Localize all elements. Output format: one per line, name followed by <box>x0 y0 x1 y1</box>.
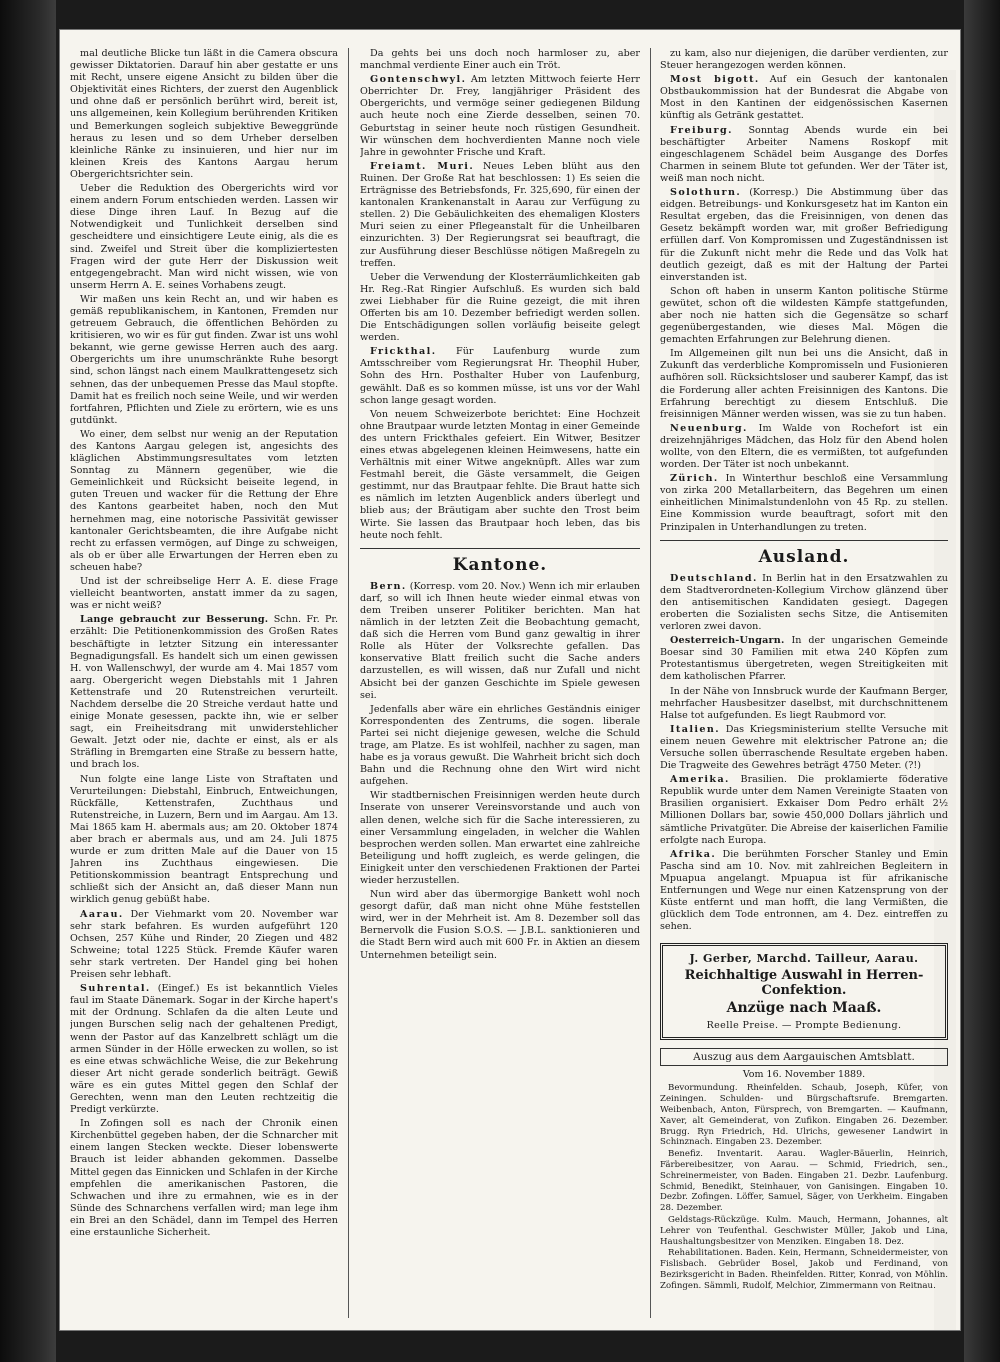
article-text: Brasilien. Die proklamierte föderative Republik wurde unter dem Namen Vereinigte Staaten von Brasilien organisiert. Exkaiser Dom Pedro erhält 2½ Millionen Dollars bar, sowie 450,000 Dollars jährlich und sämtliche Privatgüter. Die Abreise der kaiserlichen Familie erfolgte nach Europa. <box>660 774 948 846</box>
article-heading: Solothurn. <box>670 187 742 199</box>
column-rule <box>348 48 349 1318</box>
article-paragraph <box>660 635 948 683</box>
ad-tagline: Reelle Preise. — Prompte Bedienung. <box>706 1020 902 1032</box>
section-heading-kantone: Kantone. <box>452 554 548 575</box>
scan-frame-right <box>964 0 1000 1362</box>
article-text: Sonntag Abends wurde ein bei beschäftigter Arbeiter Namens Roskopf mit eingeschlagenem Schädel beim Ausgange des Dorfes Charmen in seinem Blute tot gefunden. Wer der Täter ist, weiß man noch nicht. <box>660 124 948 184</box>
article-heading: Afrika. <box>670 848 717 860</box>
amtsblatt-heading: Auszug aus dem Aargauischen Amtsblatt. <box>660 1048 948 1066</box>
article-paragraph: Und ist der schreibselige Herr A. E. diese Frage vielleicht beantworten, anstatt immer da zu sagen, was er nicht weiß? <box>70 576 338 612</box>
section-divider <box>660 540 948 541</box>
amtsblatt-date: Vom 16. November 1889. <box>742 1069 866 1081</box>
article-paragraph <box>660 849 948 934</box>
column-rule <box>650 48 651 1318</box>
article-heading: Zürich. <box>670 473 719 485</box>
article-text: Der Viehmarkt vom 20. November war sehr stark befahren. Es wurden aufgeführt 120 Ochsen, 257 Kühe und Rinder, 20 Ziegen und 482 Schweine; total 1225 Stück. Fremde Käufer waren sehr stark vertreten. Der Handel ging bei hohen Preisen sehr lebhaft. <box>70 908 338 981</box>
article-paragraph: Schon oft haben in unserm Kanton politische Stürme gewütet, schon oft die wildesten Kämpfe stattgefunden, aber noch nie hatten sich die Gegensätze so scharf gegenübergestanden, wie dieses Mal. Mögen die gemachten Erfahrungen zur Belehrung dienen. <box>660 285 948 346</box>
article-paragraph: In der Nähe von Innsbruck wurde der Kaufmann Berger, mehrfacher Hausbesitzer daselbst, mit durchschnittenem Halse tot aufgefunden. Es liegt Raubmord vor. <box>660 685 948 721</box>
article-text: Schn. Fr. Pr. erzählt: Die Petitionenkommission des Großen Rates beschäftigte in letzter Sitzung ein interessanter Begnadigungsfall. Es handelt sich um einen gewissen H. von Wallenschwyl, der wurde am 4. Mai 1857 vom aarg. Obergericht wegen Diebstahls mit 1 Jahren Kettenstrafe und 20 Rutenstreichen verurteilt. Nachdem derselbe die 20 Streiche verdaut hatte und einige Monate gesessen, packte ihn, wie er selber sagt, ein Freiheitsdrang mit unwiderstehlicher Gewalt. Jetzt oder nie, dachte er einst, als er als Sträfling in Bremgarten eine Straße zu bessern hatte, und brach los. <box>70 614 338 771</box>
article-text: (Eingef.) Es ist bekanntlich Vieles faul im Staate Dänemark. Sogar in der Kirche hapert's mit der Ordnung. Schlafen da die alten Leute und jungen Burschen selig nach der gehaltenen Predigt, wenn der Pastor auf das Kanzelbrett schlägt um die armen Sünder in der Hölle erwecken zu wollen, so ist es eine etwas schwächliche Weise, die zur Bekehrung dieser Art nicht gerade sonderlich beiträgt. Gewiß wäre es ein gutes Mittel gegen den Schlaf der Gerechten, wenn man den Leuten rechtzeitig die Predigt verkürzte. <box>70 983 338 1116</box>
article-paragraph: zu kam, also nur diejenigen, die darüber verdienten, zur Steuer herangezogen werden können. <box>660 48 948 72</box>
article-paragraph: Jedenfalls aber wäre ein ehrliches Geständnis einiger Korrespondenten des Zentrums, die sogen. liberale Partei sei nicht diejenige gewesen, welche die Schuld trage, am Platze. Es ist wohlfeil, nachher zu sagen, man habe es ja voraus gewußt. Die Wahrheit bricht sich doch Bahn und die Rechnung ohne den Wirt wird nicht aufgehen. <box>360 703 640 788</box>
article-heading: Frickthal. <box>370 346 437 358</box>
article-heading: Most bigott. <box>670 74 760 86</box>
newspaper-page <box>60 30 960 1330</box>
amtsblatt-entry: Benefiz. Inventarit. Aarau. Wagler-Bäuerlin, Heinrich, Färbereibesitzer, von Aarau. — Schmid, Friedrich, sen., Schreinermeister, von Baden. Eingaben 21. Dezbr. Laufenburg. Schmid, Benedikt, Steinhauer, von Ganisingen. Eingaben 10. Dezbr. Zofingen. Löffer, Samuel, Säger, von Uerkheim. Eingaben 28. Dezember. <box>660 1149 948 1214</box>
amtsblatt-entry: Rehabilitationen. Baden. Kein, Hermann, Schneidermeister, von Fislisbach. Gebrüder Bosel, Jakob und Ferdinand, von Bezirksgericht in Baden. Rheinfelden. Ritter, Konrad, von Möhlin. Zofingen. Sämmli, Rudolf, Melchior, Zimmermann von Reitnau. <box>660 1248 948 1291</box>
article-paragraph <box>660 774 948 847</box>
article-paragraph <box>360 161 640 270</box>
column-3 <box>660 48 948 1318</box>
column-1 <box>70 48 338 1318</box>
scan-frame-left <box>0 0 56 1362</box>
article-text: Am letzten Mittwoch feierte Herr Oberrichter Dr. Frey, langjähriger Präsident des Obergerichts, und vermöge seiner gediegenen Bildung auch heute noch eine Zierde desselben, seinen 70. Geburtstag in seiner heute noch rüstigen Gesundheit. Wir wünschen dem hochverdienten Manne noch viele Jahre in gewohnter Frische und Kraft. <box>360 74 640 158</box>
ad-subheadline: Anzüge nach Maaß. <box>726 1000 882 1017</box>
article-heading: Deutschland. <box>670 572 758 584</box>
article-paragraph <box>660 125 948 185</box>
section-divider <box>360 548 640 549</box>
article-paragraph <box>360 346 640 406</box>
article-paragraph: Wir maßen uns kein Recht an, und wir haben es gemäß republikanischem, in Kantonen, Fremden nur getreuem Gebrauch, die öffentlichen Behörden zu kritisieren, wo wir es für gut finden. Zwar ist uns wohl bekannt, wie gerne gewisse Herren auch des aarg. Obergerichts um ihre unumschränkte Ruhe besorgt sind, schon längst nach einem Maulkrattengesetz sich sehnen, das der unbequemen Presse das Maul stopfte. Damit hat es freilich noch seine Weile, und wir werden fortfahren, Pflichten und Ziele zu erörtern, wie es uns gutdünkt. <box>70 293 338 426</box>
article-heading: Suhrental. <box>80 983 151 995</box>
article-paragraph: Ueber die Verwendung der Klosterräumlichkeiten gab Hr. Reg.-Rat Ringier Aufschluß. Es wurden sich bald zwei Liebhaber für die Ruine gezeigt, die mit ihren Offerten bis am 10. Dezember befriedigt werden sollen. Die Entschädigungen sollen vorläufig beiseite gelegt werden. <box>360 271 640 344</box>
article-heading: Lange gebraucht zur Besserung. <box>80 614 269 626</box>
article-paragraph <box>660 187 948 284</box>
article-text: Das Kriegsministerium stellte Versuche mit einem neuen Gewehre mit elektrischer Patrone an; die Versuche sollen überraschende Resultate ergeben haben. Die Tragweite des Gewehres beträgt 4750 Meter. (?!) <box>660 723 948 772</box>
article-paragraph: mal deutliche Blicke tun läßt in die Camera obscura gewisser Diktatorien. Darauf hin aber gestatte er uns mit Recht, unsere eigene Ansicht zu bilden über die Objektivität eines Richters, der zuerst den Augenblick und ohne daß er persönlich berührt wird, bereit ist, uns allgemeinen, kein Kollegium berührenden Kritiken und Bemerkungen sogleich subjektive Beweggründe heraus zu lesen und so dem Urheber derselben kleinliche Ränke zu insinuieren, und hier nur im kleinen Kreis des Kantons Aargau herum Obergerichtsrichter sein. <box>70 48 338 180</box>
amtsblatt-entry: Bevormundung. Rheinfelden. Schaub, Joseph, Küfer, von Zeiningen. Schulden- und Bürgschaftsrufe. Bremgarten. Weibenbach, Anton, Fürsprech, von Bremgarten. — Kaufmann, Xaver, alt Gemeinderat, von Zufikon. Eingaben 26. Dezember. Brugg. Ryn Friedrich, Hd. Ulrichs, gewesener Landwirt in Schinznach. Eingaben 23. Dezember. <box>660 1083 948 1148</box>
article-paragraph: In Zofingen soll es nach der Chronik einen Kirchenbüttel gegeben haben, der die Schnarcher mit einem langen Stecken weckte. Dieser lobenswerte Brauch ist leider abhanden gekommen. Dasselbe Mittel gegen das Einnicken und Schlafen in der Kirche empfehlen die amerikanischen Pastoren, die Schwachen und ihre zu ermahnen, wie es in der Sünde des Schnarchens verfallen wird; man lege ihm ein Brei an den Schädel, dann im Tempel des Herren eine erstaunliche Sicherheit. <box>70 1118 338 1238</box>
article-heading: Freiburg. <box>670 124 733 136</box>
section-heading-ausland: Ausland. <box>758 546 850 567</box>
article-paragraph <box>360 74 640 159</box>
article-paragraph: Wo einer, dem selbst nur wenig an der Reputation des Kantons Aargau gelegen ist, angesichts des kläglichen Abstimmungsresultates vom letzten Sonntag zu Männern gegenüber, wie die Gemeinlichkeit und Rücksicht beiseite legend, in guten Treuen und wacker für die Rettung der Ehre des Kantons gearbeitet haben, noch den Mut hernehmen mag, eine notorische Passivität gewisser kantonaler Gerichtsbeamten, die ihre Aufgabe nicht recht zu erfassen vermögen, auf Dinge zu schweigen, als ob er über alle Erwartungen der Herren eben zu scheuen habe? <box>70 428 338 573</box>
article-text: Im Walde von Rochefort ist ein dreizehnjähriges Mädchen, das Holz für den Abend holen wollte, von den Eltern, die es vermißten, tot aufgefunden worden. Der Täter ist noch unbekannt. <box>660 422 948 471</box>
article-heading: Freiamt. Muri. <box>370 160 475 172</box>
article-text: In der ungarischen Gemeinde Boesar sind 30 Familien mit etwa 240 Köpfen zum Protestantismus übergetreten, wegen Streitigkeiten mit dem katholischen Pfarrer. <box>660 635 948 683</box>
article-paragraph <box>70 614 338 771</box>
article-paragraph <box>70 909 338 982</box>
article-text: In Berlin hat in den Ersatzwahlen zu dem Stadtverordneten-Kollegium Virchow glänzend über den antisemitischen Kandidaten gesiegt. Dagegen eroberten die Sozialisten sechs Sitze, die Antisemiten verloren zwei davon. <box>660 572 948 633</box>
article-paragraph <box>660 473 948 533</box>
article-paragraph: Nun folgte eine lange Liste von Straftaten und Verurteilungen: Diebstahl, Einbruch, Entweichungen, Rückfälle, Kettenstrafen, Zuchthaus und Rutenstreiche, in Luzern, Bern und im Aargau. Am 13. Mai 1865 kam H. abermals aus; am 20. Oktober 1874 aber brach er abermals aus, und am 24. Juli 1875 wurde er zum dritten Male auf die Dauer von 15 Jahren ins Zuchthaus eingewiesen. Die Petitionskommission beantragt Entsprechung und schließt sich der Ansicht an, daß dieser Mann nun wirklich genug gebüßt habe. <box>70 773 338 906</box>
article-heading: Amerika. <box>670 774 730 786</box>
article-paragraph <box>660 74 948 122</box>
ad-merchant: J. Gerber, Marchd. Tailleur, Aarau. <box>689 952 919 966</box>
article-paragraph: Von neuem Schweizerbote berichtet: Eine Hochzeit ohne Brautpaar wurde letzten Montag in einer Gemeinde des untern Frickthales gefeiert. Ein Witwer, Besitzer eines etwas abgelegenen kleinen Heimwesens, hatte ein Verhältnis mit einer Witwe angeknüpft. Alles war zum Festmahl bereit, die Gäste versammelt, die Geigen gestimmt, nur das Brautpaar fehlte. Die Braut hatte sich es nämlich im letzten Augenblick anders überlegt und blieb aus; der Bräutigam aber suchte den Trost beim Wirte. Sie lassen das Brautpaar hoch leben, das bis heute noch fehlt. <box>360 408 640 541</box>
article-heading: Aarau. <box>80 908 124 920</box>
article-paragraph <box>660 573 948 633</box>
article-paragraph <box>660 423 948 471</box>
article-text: Neues Leben blüht aus den Ruinen. Der Große Rat hat beschlossen: 1) Es seien die Erträgnisse des Betriebsfonds, Fr. 325,690, für einen der kantonalen Krankenanstalt in Aarau zur Verfügung zu stellen. 2) Die Gebäulichkeiten des ehemaligen Klosters Muri seien zu einer Pflegeanstalt für die Unheilbaren einzurichten. 3) Der Regierungsrat sei beauftragt, die zur Ausführung dieser Beschlüsse nötigen Maßregeln zu treffen. <box>360 160 640 269</box>
article-paragraph <box>70 983 338 1116</box>
article-text: Die berühmten Forscher Stanley und Emin Pascha sind am 10. Nov. mit zahlreichen Begleitern in Mpuapua angelangt. Mpuapua ist für afrikanische Entfernungen und Wege nur einen Katzensprung von der Küste entfernt und man hofft, die lang Vermißten, die glücklich dem Tode entronnen, am 4. Dez. eintreffen zu sehen. <box>660 848 948 933</box>
article-paragraph: Da gehts bei uns doch noch harmloser zu, aber manchmal verdiente Einer auch ein Tröt. <box>360 48 640 72</box>
advertisement-gerber <box>660 943 948 1040</box>
article-paragraph <box>360 581 640 702</box>
article-heading: Oesterreich-Ungarn. <box>670 635 785 647</box>
amtsblatt-entry: Geldstags-Rückzüge. Kulm. Mauch, Hermann, Johannes, alt Lehrer von Teufenthal. Geschwister Müller, Jakob und Lina, Haushaltungsbesitzer von Menziken. Eingaben 18. Dez. <box>660 1214 948 1247</box>
article-paragraph: Ueber die Reduktion des Obergerichts wird vor einem andern Forum entschieden werden. Lassen wir diese Dinge ihren Lauf. In Bezug auf die Notwendigkeit und Tunlichkeit derselben sind gescheidtere und einsichtigere Leute einig, als die es sind. Zweifel und Streit über die kompliziertesten Fragen wird der gute Herr der Diskussion weit entgegengebracht. Man wird nicht wissen, wie von unserm Herrn A. E. seines Vorhabens zeugt. <box>70 183 338 291</box>
article-paragraph: Wir stadtbernischen Freisinnigen werden heute durch Inserate von unserer Vereinsvorstande und auch von allen denen, welche sich für die Sache interessieren, zu einer Versammlung eingeladen, in welcher die Wahlen besprochen werden sollen. Man erwartet eine zahlreiche Beteiligung und hofft zugleich, es werde gelingen, die Einigkeit unter den verschiedenen Fraktionen der Partei wieder herzustellen. <box>360 790 640 886</box>
article-text: In Winterthur beschloß eine Versammlung von zirka 200 Metallarbeitern, das Begehren um einen einheitlichen Minimalstundenlohn von 45 Rp. zu stellen. Eine Kommission wurde beauftragt, sofort mit den Prinzipalen in Unterhandlungen zu treten. <box>660 473 948 533</box>
article-heading: Italien. <box>670 723 721 735</box>
ad-headline: Reichhaltige Auswahl in Herren-Confektion. <box>684 968 924 999</box>
article-paragraph <box>660 724 948 772</box>
article-text: Auf ein Gesuch der kantonalen Obstbaukommission hat der Bundesrat die Abgabe von Most in den Kantinen der eidgenössischen Kasernen künftig als Getränk gestattet. <box>660 74 948 122</box>
article-text: (Korresp.) Die Abstimmung über das eidgen. Betreibungs- und Konkursgesetz hat im Kanton ein Resultat ergeben, das die Freisinnigen, von denen das Gesetz bekämpft worden war, mit großer Befriedigung erfüllen darf. Von Kompromissen und Zugeständnissen ist für die Zukunft nicht mehr die Rede und das Volk hat deutlich gezeigt, daß es mit der Haltung der Partei einverstanden ist. <box>660 187 948 283</box>
article-heading: Neuenburg. <box>670 422 748 434</box>
article-paragraph: Nun wird aber das übermorgige Bankett wohl noch gesorgt dafür, daß man nicht ohne Mühe feststellen wird, wer in der Mehrheit ist. Am 8. Dezember soll das Bernervolk die Fusion S.O.S. — J.B.L. sanktionieren und die Stadt Bern wird auch mit 600 Fr. in Aktien an diesem Unternehmen beteiligt sein. <box>360 889 640 961</box>
article-text: (Korresp. vom 20. Nov.) Wenn ich mir erlauben darf, so will ich Ihnen heute wieder einmal etwas von dem Treiben unserer Politiker berichten. Man hat nämlich in der letzten Zeit die Beobachtung gemacht, daß sich die Herren vom Bund ganz gewaltig in ihrer Rolle als Hüter der Volksrechte gefallen. Das konservative Blatt freilich sucht die Sache anders darzustellen, es will wissen, daß nur Zufall und nicht Absicht bei der ganzen Geschichte im Spiele gewesen sei. <box>360 580 640 701</box>
article-paragraph: Im Allgemeinen gilt nun bei uns die Ansicht, daß in Zukunft das verderbliche Kompromisseln und Fusionieren aufhören soll. Rücksichtsloser und sauberer Kampf, das ist die Forderung aller achten Freisinnigen des Kantons. Die Erfahrung berechtigt zu diesem Entschluß. Die freisinnigen Männer werden wissen, was sie zu tun haben. <box>660 348 948 420</box>
article-text: Für Laufenburg wurde zum Amtsschreiber vom Regierungsrat Hr. Theophil Huber, Sohn des Hrn. Posthalter Huber von Laufenburg, gewählt. Daß es so kommen müsse, ist uns vor der Wahl schon lange gesagt worden. <box>360 346 640 406</box>
column-2 <box>360 48 640 1318</box>
article-heading: Gontenschwyl. <box>370 74 467 86</box>
article-heading: Bern. <box>370 580 407 592</box>
